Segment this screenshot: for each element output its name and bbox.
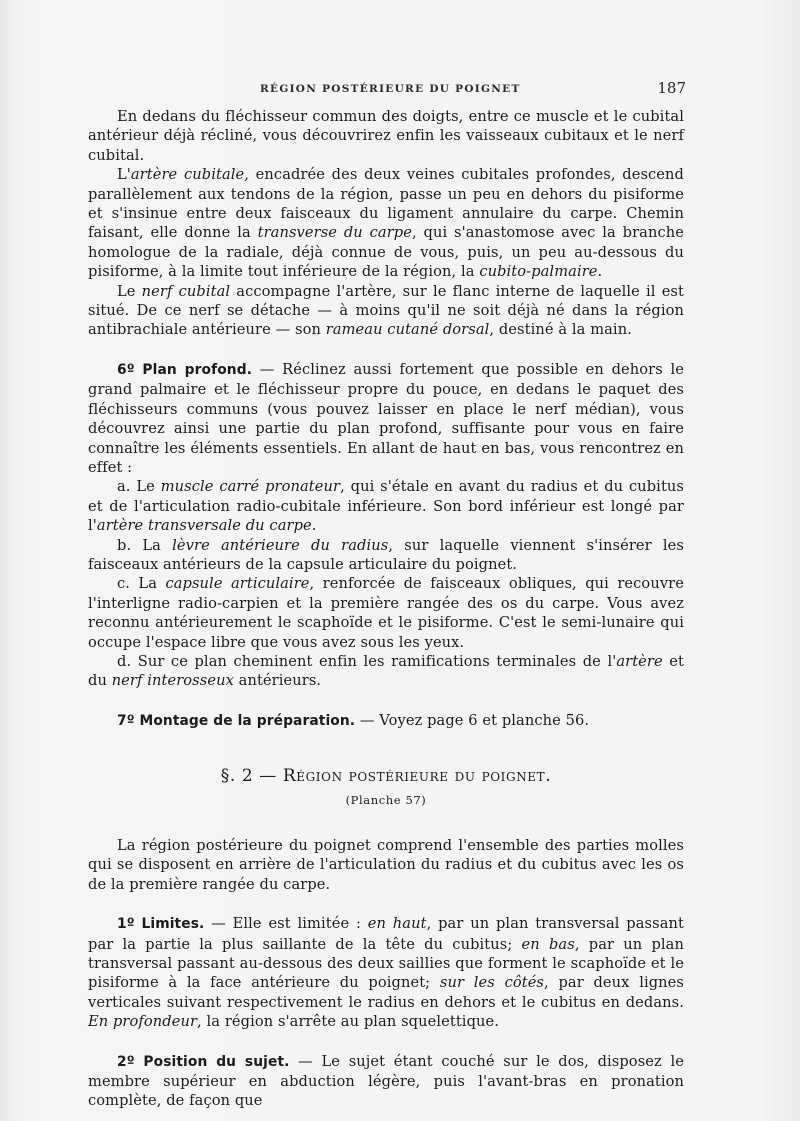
page-number: 187 — [657, 79, 686, 97]
list-item-d: d. Sur ce plan cheminent enfin les ramifications terminales de l'artère et du nerf interosseux antérieurs. — [88, 652, 684, 690]
section-7-montage: 7º Montage de la préparation. — Voyez page 6 et planche 56. — [117, 711, 590, 729]
page-header — [88, 79, 686, 97]
section-1-limites: 1º Limites. — Elle est limitée : en haut, par un plan transversal passant par la partie la plus saillante de la tête du cubitus; en bas, par un plan transversal passant au-dessous des deux saillies que forment le scaphoïde et le pisiforme à la face antérieure du poignet; sur les côtés, par deux lignes verticales suivant respectivement le radius en dehors et le cubitus en dedans. En profondeur, la région s'arrête au plan squelettique. — [88, 915, 685, 1031]
section-heading: 6º Plan profond. — [117, 361, 253, 378]
body-text — [88, 107, 684, 1111]
section-heading: 7º Montage de la préparation. — [117, 712, 356, 729]
section-6-plan-profond: 6º Plan profond. — Réclinez aussi fortement que possible en dehors le grand palmaire et le fléchisseur propre du pouce, en dedans le paquet des fléchisseurs communs (vous pouvez laisser en place le nerf médian), vous découvrez ainsi une partie du plan profond, suffisante pour vous en faire connaître les éléments essentiels. En allant de haut en bas, vous rencontrez en effet : — [88, 360, 685, 476]
list-item-a: a. Le muscle carré pronateur, qui s'étale en avant du radius et du cubitus et de l'articulation radio-cubitale inférieure. Son bord inférieur est longé par l'artère transversale du carpe. — [88, 478, 684, 535]
paragraph: La région postérieure du poignet comprend l'ensemble des parties molles qui se disposent en arrière de l'articulation du radius et du cubitus avec les os de la première rangée du carpe. — [88, 837, 684, 893]
section-title: §. 2 — Région postérieure du poignet. — [220, 766, 552, 787]
section-heading: 2º Position du sujet. — [117, 1053, 290, 1070]
section-heading: 1º Limites. — [117, 916, 205, 933]
paragraph: Le nerf cubital accompagne l'artère, sur le flanc interne de laquelle il est situé. De ce nerf se détache — à moins qu'il ne soit déjà né dans la région antibrachiale antérieure — son rameau cutané dorsal, destiné à la main. — [88, 282, 684, 339]
list-item-b: b. La lèvre antérieure du radius, sur laquelle viennent s'insérer les faisceaux antérieurs de la capsule articulaire du poignet. — [88, 536, 684, 573]
plate-reference: (Planche 57) — [345, 792, 427, 807]
paragraph: L'artère cubitale, encadrée des deux veines cubitales profondes, descend parallèlement aux tendons de la région, passe un peu en dehors du pisiforme et s'insinue entre deux faisceaux du ligament annulaire du carpe. Chemin faisant, elle donne la transverse du carpe, qui s'anastomose avec la branche homologue de la radiale, déjà connue de vous, puis, un peu au-dessous du pisiforme, à la limite tout inférieure de la région, la cubito-palmaire. — [88, 166, 684, 281]
paragraph: En dedans du fléchisseur commun des doigts, entre ce muscle et le cubital antérieur déjà récliné, vous découvrirez enfin les vaisseaux cubitaux et le nerf cubital. — [88, 108, 684, 164]
list-item-c: c. La capsule articulaire, renforcée de faisceaux obliques, qui recouvre l'interligne radio-carpien et la première rangée des os du carpe. Vous avez reconnu antérieurement le scaphoïde et le pisiforme. C'est le semi-lunaire qui occupe l'espace libre que vous avez sous les yeux. — [88, 575, 684, 651]
running-title: RÉGION POSTÉRIEURE DU POIGNET — [260, 83, 521, 95]
section-2-position: 2º Position du sujet. — Le sujet étant couché sur le dos, disposez le membre supérieur en abduction légère, puis l'avant-bras en pronation complète, de façon que — [88, 1052, 684, 1110]
